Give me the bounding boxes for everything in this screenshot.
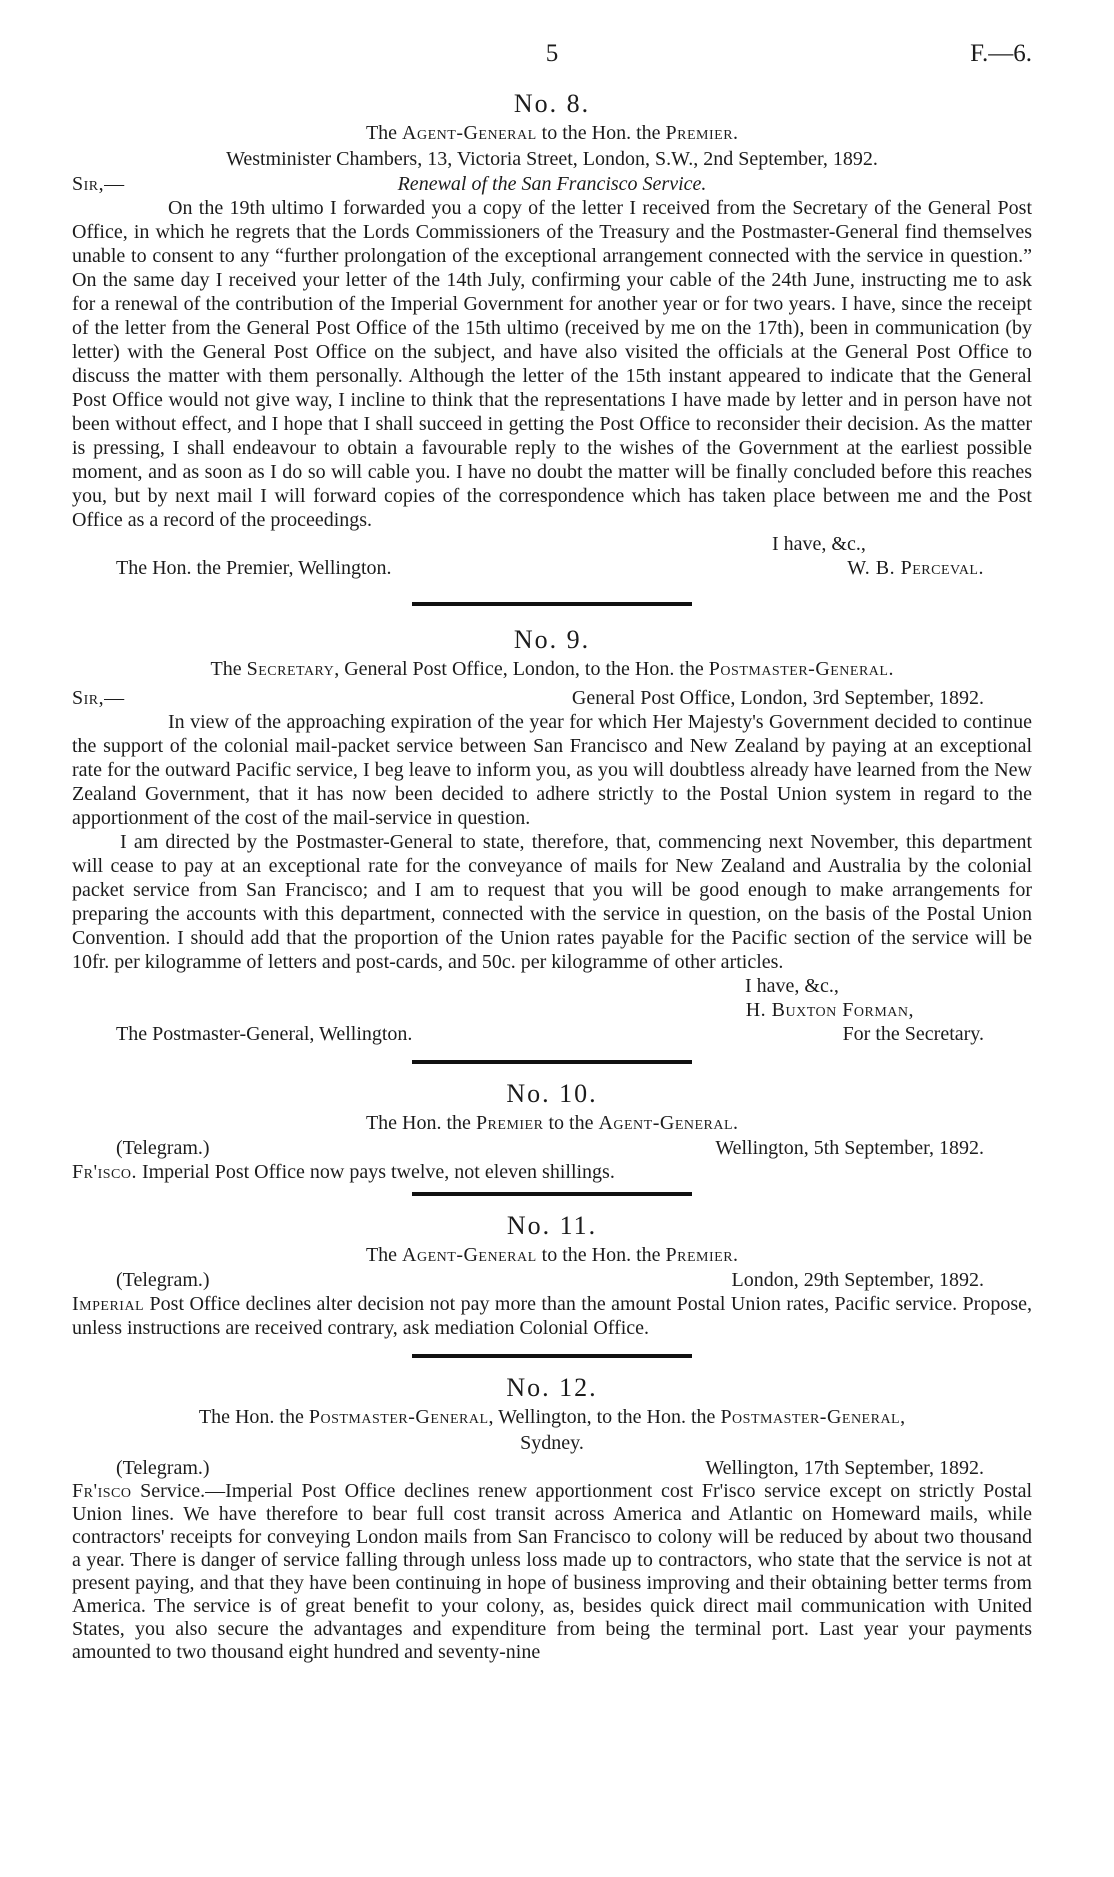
document-heading: The Secretary, General Post Office, London, to the Hon. the Postmaster-General. bbox=[210, 658, 894, 680]
heading-connector: , General Post Office, London, to the Hon. the bbox=[334, 658, 709, 680]
heading-connector: , Wellington, to the Hon. the bbox=[488, 1406, 721, 1428]
salutation-row bbox=[72, 686, 1032, 710]
heading-prefix: The Hon. the bbox=[365, 1112, 471, 1134]
document-heading: The Hon. the Premier to the Agent-General. bbox=[365, 1112, 739, 1134]
telegram-body bbox=[72, 1160, 1032, 1184]
addressee: The Postmaster-General, Wellington. bbox=[116, 1023, 413, 1045]
heading-prefix: The Hon. the bbox=[198, 1406, 304, 1428]
heading-sender: Agent-General bbox=[402, 122, 537, 144]
heading-sender: Postmaster-General bbox=[308, 1406, 489, 1428]
closing-row bbox=[72, 532, 1032, 556]
letter-body-paragraph-1: In view of the approaching expiration of the year for which Her Majesty's Government decided to continue the support of the colonial mail-packet service between San Francisco and New Zealand by paying at an exceptional rate for the outward Pacific service, I beg leave to inform you, as you will doubtless already have learned from the New Zealand Government, that it has now been decided to adhere strictly to the Postal Union system in regard to the apportionment of the cost of the mail-service in question. bbox=[72, 711, 1032, 829]
section-divider bbox=[412, 1354, 692, 1358]
letter-date: General Post Office, London, 3rd September, 1892. bbox=[571, 687, 984, 709]
salutation: Sir,— bbox=[72, 173, 125, 195]
page-number: 5 bbox=[545, 40, 559, 67]
document-no-8 bbox=[72, 88, 1032, 580]
section-divider bbox=[412, 1060, 692, 1064]
document-no-9 bbox=[72, 624, 1032, 1046]
telegram-text: Service.—Imperial Post Office declines renew apportionment cost Fr'isco service except on strictly Postal Union lines. We have therefore to bear full cost transit across America and Atlantic on Homeward mails, while contractors' receipts for conveying London mails from San Francisco to colony will be reduced by about two thousand a year. There is danger of service falling through unless loss made up to contractors, who state that the service is not at present paying, and that they have been continuing in hope of business improving and their obtaining better terms from America. The service is of great benefit to your colony, as, besides quick direct mail communication with United States, you also secure the advantages and expenditure from being the terminal port. Last year your payments amounted to two thousand eight hundred and seventy-nine bbox=[72, 1480, 1032, 1663]
section-divider bbox=[412, 1192, 692, 1196]
telegram-lead: Fr'isco. bbox=[72, 1161, 137, 1183]
telegram-date: Wellington, 5th September, 1892. bbox=[715, 1137, 984, 1159]
document-page bbox=[72, 40, 1032, 1664]
heading-recipient: Premier bbox=[665, 1244, 734, 1266]
signature-role: For the Secretary. bbox=[842, 1023, 984, 1045]
telegram-row bbox=[72, 1456, 1032, 1480]
closing: I have, &c., bbox=[772, 533, 866, 555]
heading-recipient-place: Sydney. bbox=[520, 1432, 584, 1454]
addressee-row bbox=[72, 1022, 1032, 1046]
document-number: No. 12. bbox=[506, 1373, 598, 1402]
document-no-12 bbox=[72, 1372, 1032, 1664]
section-divider bbox=[412, 602, 692, 606]
heading-recipient: Agent-General bbox=[598, 1112, 734, 1134]
page-header bbox=[72, 40, 1032, 74]
telegram-label: (Telegram.) bbox=[116, 1137, 210, 1159]
addressee: The Hon. the Premier, Wellington. bbox=[116, 557, 392, 579]
heading-recipient: Postmaster-General bbox=[708, 658, 889, 680]
document-heading: The Agent-General to the Hon. the Premier. bbox=[365, 1244, 739, 1266]
document-no-10 bbox=[72, 1078, 1032, 1184]
heading-prefix: The bbox=[365, 1244, 398, 1266]
document-number: No. 10. bbox=[506, 1079, 598, 1108]
telegram-text: Post Office declines alter decision not pay more than the amount Postal Union rates, Pacific service. Propose, unless instructions are received contrary, ask mediation Colonial Office. bbox=[72, 1293, 1032, 1339]
signature: H. Buxton Forman, bbox=[745, 999, 914, 1021]
heading-sender: Secretary bbox=[246, 658, 335, 680]
heading-prefix: The bbox=[210, 658, 242, 680]
letter-body: On the 19th ultimo I forwarded you a copy of the letter I received from the Secretary of the General Post Office, in which he regrets that the Lords Commissioners of the Treasury and the Postmaster-General find themselves unable to consent to any “further prolongation of the exceptional arrangement connected with the service in question.” On the same day I received your letter of the 14th July, confirming your cable of the 24th June, instructing me to ask for a renewal of the contribution of the Imperial Government for another year or for two years. I have, since the receipt of the letter from the General Post Office of the 15th ultimo (received by me on the 17th), been in communication (by letter) with the General Post Office on the subject, and have also visited the officials at the General Post Office to discuss the matter with them personally. Although the letter of the 15th instant appeared to indicate that the General Post Office would not give way, I incline to think that the representations I have made by letter and in person have not been without effect, and I hope that I shall succeed in getting the Post Office to reconsider their decision. As the matter is pressing, I shall endeavour to obtain a favourable reply to the wishes of the Government at the earliest possible moment, and as soon as I do so will cable you. I have no doubt the matter will be finally concluded before this reaches you, but by next mail I will forward copies of the correspondence which has taken place between me and the Post Office as a record of the proceedings. bbox=[72, 197, 1032, 531]
telegram-row bbox=[72, 1268, 1032, 1292]
heading-connector: to the bbox=[548, 1112, 594, 1134]
section-code: F.—6. bbox=[970, 40, 1032, 67]
telegram-date: Wellington, 17th September, 1892. bbox=[705, 1457, 984, 1479]
salutation-row bbox=[72, 172, 1032, 196]
heading-sender: Agent-General bbox=[402, 1244, 537, 1266]
telegram-text: Imperial Post Office now pays twelve, not eleven shillings. bbox=[141, 1161, 615, 1183]
telegram-body bbox=[72, 1480, 1032, 1664]
telegram-label: (Telegram.) bbox=[116, 1457, 210, 1479]
heading-recipient: Postmaster-General bbox=[720, 1406, 901, 1428]
document-number: No. 8. bbox=[513, 89, 591, 118]
heading-sender: Premier bbox=[475, 1112, 544, 1134]
signature-row bbox=[72, 998, 1032, 1022]
telegram-date: London, 29th September, 1892. bbox=[731, 1269, 984, 1291]
telegram-label: (Telegram.) bbox=[116, 1269, 210, 1291]
document-heading: The Agent-General to the Hon. the Premier. bbox=[365, 122, 739, 144]
heading-prefix: The bbox=[365, 122, 398, 144]
signature-row bbox=[72, 556, 1032, 580]
telegram-row bbox=[72, 1136, 1032, 1160]
letter-body-paragraph-2: I am directed by the Postmaster-General to state, therefore, that, commencing next November, this department will cease to pay at an exceptional rate for the conveyance of mails for New Zealand and Australia by the colonial packet service from San Francisco; and I am to request that you will be good enough to make arrangements for preparing the accounts with this department, connected with the service in question, on the basis of the Postal Union Convention. I should add that the proportion of the Union rates payable for the Pacific section of the service will be 10fr. per kilogramme of letters and post-cards, and 50c. per kilogramme of other articles. bbox=[72, 831, 1032, 973]
telegram-body bbox=[72, 1292, 1032, 1340]
letter-subject: Renewal of the San Francisco Service. bbox=[397, 173, 707, 195]
closing: I have, &c., bbox=[745, 975, 839, 997]
document-no-11 bbox=[72, 1210, 1032, 1340]
telegram-lead: Fr'isco bbox=[72, 1480, 132, 1502]
salutation: Sir,— bbox=[72, 687, 125, 709]
signature: W. B. Perceval. bbox=[847, 557, 984, 579]
heading-connector: to the Hon. the bbox=[541, 1244, 661, 1266]
heading-connector: to the Hon. the bbox=[541, 122, 661, 144]
document-number: No. 11. bbox=[506, 1211, 598, 1240]
document-number: No. 9. bbox=[513, 625, 591, 654]
document-heading: The Hon. the Postmaster-General, Wellington, to the Hon. the Postmaster-General, bbox=[198, 1406, 906, 1428]
heading-recipient: Premier bbox=[665, 122, 734, 144]
closing-row bbox=[72, 974, 1032, 998]
telegram-lead: Imperial bbox=[72, 1293, 145, 1315]
letter-address: Westminister Chambers, 13, Victoria Street, London, S.W., 2nd September, 1892. bbox=[226, 148, 878, 170]
